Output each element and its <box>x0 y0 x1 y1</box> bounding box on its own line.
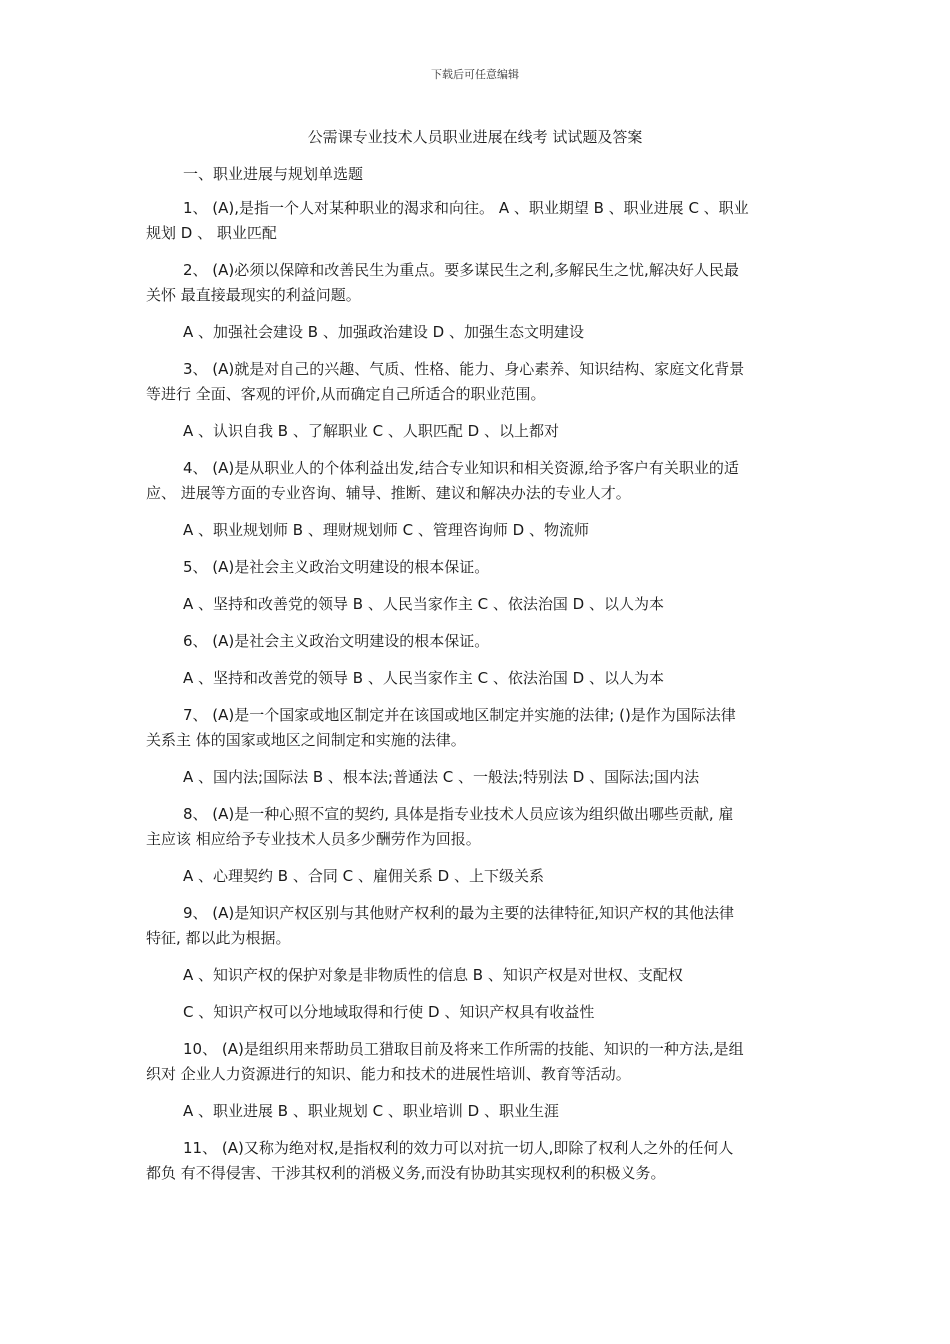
question-item <box>146 196 806 246</box>
question-line: 3、 (A)就是对自己的兴趣、气质、性格、能力、身心素养、知识结构、家庭文化背景 <box>183 360 745 378</box>
question-item <box>146 258 806 308</box>
question-item <box>146 703 806 753</box>
question-line: 4、 (A)是从职业人的个体利益出发,结合专业知识和相关资源,给予客户有关职业的适 <box>183 459 739 477</box>
answer-options: C 、知识产权可以分地域取得和行使 D 、知识产权具有收益性 <box>183 1003 595 1021</box>
document-title: 公需课专业技术人员职业进展在线考 试试题及答案 <box>307 128 643 146</box>
question-line: 8、 (A)是一种心照不宣的契约, 具体是指专业技术人员应该为组织做出哪些贡献, 雇 <box>183 805 734 823</box>
question-line: 5、 (A)是社会主义政治文明建设的根本保证。 <box>183 558 490 576</box>
answer-options: A 、心理契约 B 、合同 C 、雇佣关系 D 、上下级关系 <box>183 867 544 885</box>
question-line: 7、 (A)是一个国家或地区制定并在该国或地区制定并实施的法律; ()是作为国际法律 <box>183 706 736 724</box>
question-line: 2、 (A)必须以保障和改善民生为重点。要多谋民生之利,多解民生之忧,解决好人民最 <box>183 261 739 279</box>
answer-options: A 、坚持和改善党的领导 B 、人民当家作主 C 、依法治国 D 、以人为本 <box>183 669 664 687</box>
question-line: 10、 (A)是组织用来帮助员工猎取目前及将来工作所需的技能、知识的一种方法,是组 <box>183 1040 744 1058</box>
question-item <box>146 629 806 654</box>
question-line: 6、 (A)是社会主义政治文明建设的根本保证。 <box>183 632 490 650</box>
question-line: 都负 有不得侵害、干涉其权利的消极义务,而没有协助其实现权利的积极义务。 <box>146 1164 666 1182</box>
question-item <box>146 1136 806 1186</box>
answer-options: A 、坚持和改善党的领导 B 、人民当家作主 C 、依法治国 D 、以人为本 <box>183 595 664 613</box>
question-line: 规划 D 、 职业匹配 <box>146 224 277 242</box>
question-item <box>146 555 806 580</box>
question-line: 11、 (A)又称为绝对权,是指权利的效力可以对抗一切人,即除了权利人之外的任何人 <box>183 1139 734 1157</box>
answer-options: A 、加强社会建设 B 、加强政治建设 D 、加强生态文明建设 <box>183 323 584 341</box>
question-line: 关系主 体的国家或地区之间制定和实施的法律。 <box>146 731 466 749</box>
question-line: 特征, 都以此为根据。 <box>146 929 291 947</box>
question-item <box>146 357 806 407</box>
section-heading: 一、职业进展与规划单选题 <box>183 165 364 183</box>
question-item <box>146 456 806 506</box>
question-item <box>146 802 806 852</box>
answer-options: A 、职业进展 B 、职业规划 C 、职业培训 D 、职业生涯 <box>183 1102 559 1120</box>
question-line: 9、 (A)是知识产权区别与其他财产权利的最为主要的法律特征,知识产权的其他法律 <box>183 904 735 922</box>
answer-options: A 、职业规划师 B 、理财规划师 C 、管理咨询师 D 、物流师 <box>183 521 589 539</box>
question-list <box>146 196 806 1198</box>
question-line: 主应该 相应给予专业技术人员多少酬劳作为回报。 <box>146 830 481 848</box>
header-note: 下载后可任意编辑 <box>431 68 519 81</box>
question-line: 等进行 全面、客观的评价,从而确定自己所适合的职业范围。 <box>146 385 546 403</box>
answer-options: A 、认识自我 B 、了解职业 C 、人职匹配 D 、以上都对 <box>183 422 559 440</box>
question-line: 织对 企业人力资源进行的知识、能力和技术的进展性培训、教育等活动。 <box>146 1065 631 1083</box>
question-line: 关怀 最直接最现实的利益问题。 <box>146 286 361 304</box>
question-line: 1、 (A),是指一个人对某种职业的渴求和向往。 A 、职业期望 B 、职业进展 C 、职业 <box>183 199 749 217</box>
question-line: 应、 进展等方面的专业咨询、辅导、推断、建议和解决办法的专业人才。 <box>146 484 631 502</box>
answer-options: A 、国内法;国际法 B 、根本法;普通法 C 、一般法;特别法 D 、国际法;国内法 <box>183 768 700 786</box>
answer-options: A 、知识产权的保护对象是非物质性的信息 B 、知识产权是对世权、支配权 <box>183 966 683 984</box>
question-item <box>146 1037 806 1087</box>
question-item <box>146 901 806 951</box>
